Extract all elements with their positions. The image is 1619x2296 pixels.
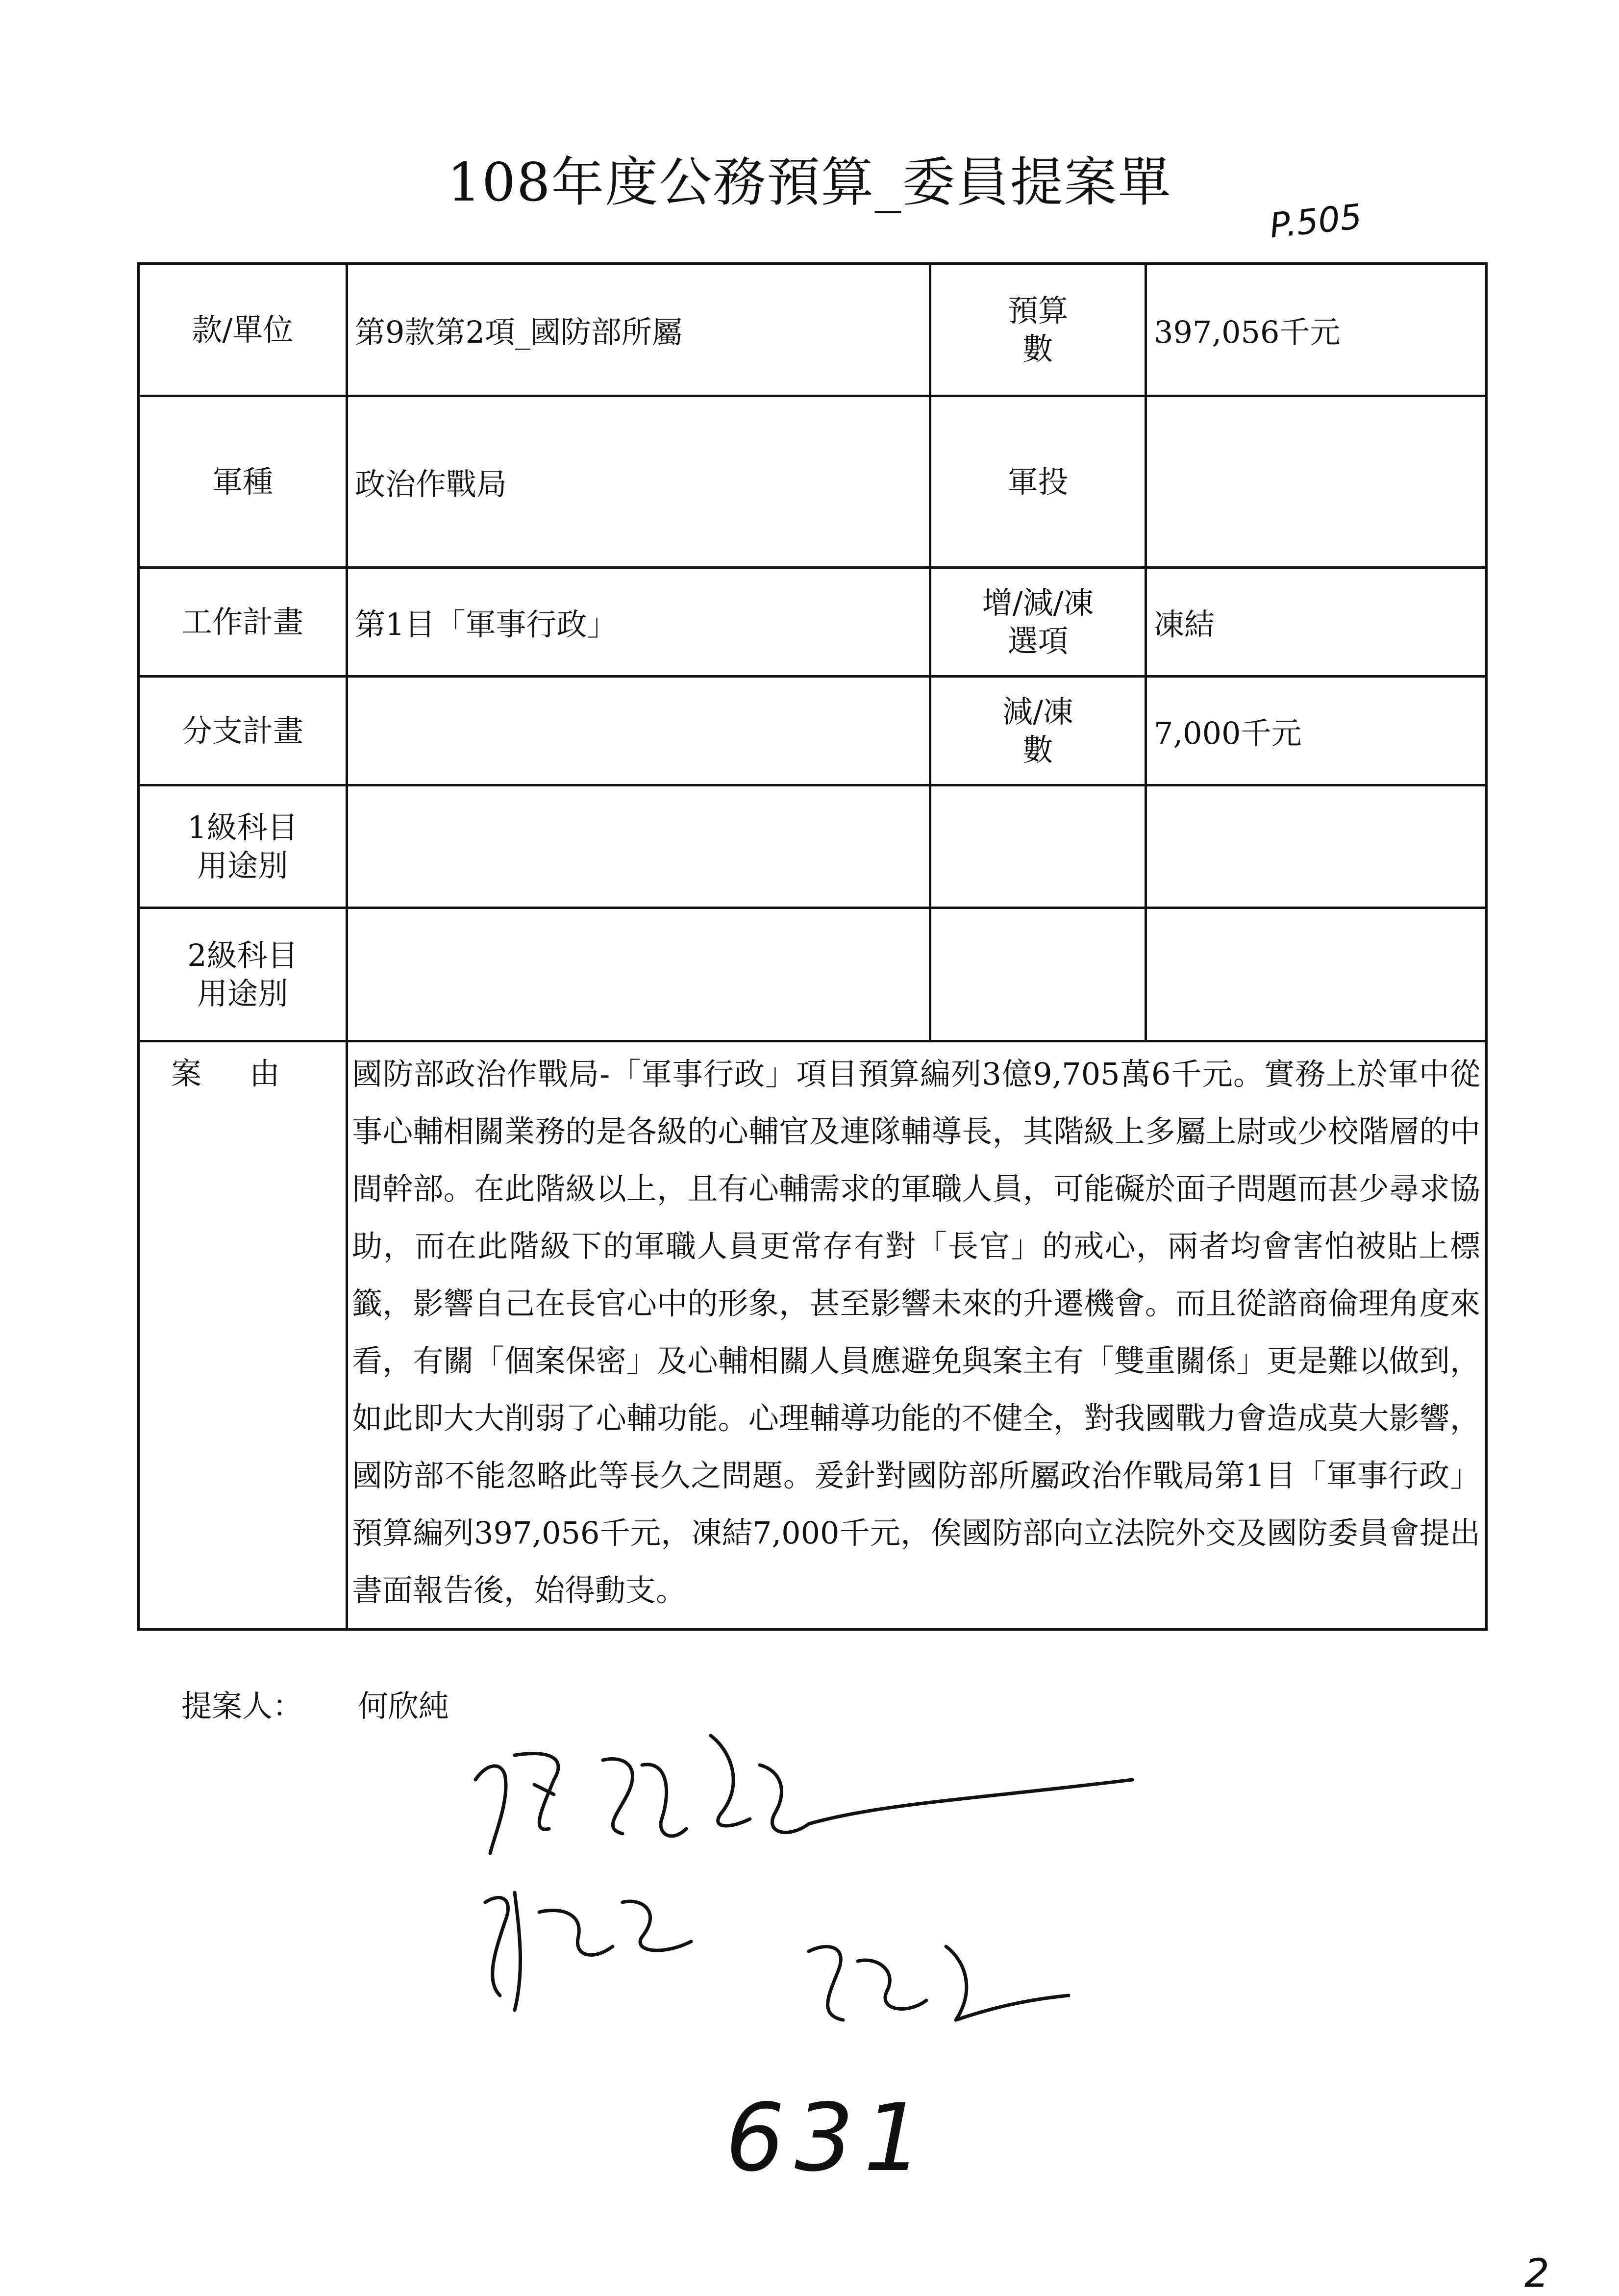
subplan-label: 分支計畫 [139,677,347,785]
amount-value: 7,000千元 [1146,677,1487,785]
unit-label: 款/單位 [139,264,347,396]
page-reference: P.505 [1268,196,1364,246]
reason-label [139,1041,347,1630]
signature-stroke [539,1911,613,1955]
amount-label-line2: 數 [1022,732,1053,768]
signature-stroke [515,1754,558,1830]
option-label [930,568,1146,677]
reason-label-a: 案 [171,1056,202,1091]
row-service [139,396,1487,568]
amount-label [930,677,1146,785]
reason-text: 國防部政治作戰局-「軍事行政」項目預算編列3億9,705萬6千元。實務上於軍中從事心輔相關業務的是各級的心輔官及連隊輔導長，其階級上多屬上尉或少校階層的中間幹部。在此階級以上，且有心輔需求的軍職人員，可能礙於面子問題而甚少尋求協助，而在此階級下的軍職人員更常存有對「長官」的戒心，兩者均會害怕被貼上標籤，影響自己在長官心中的形象，甚至影響未來的升遷機會。而且從諮商倫理角度來看，有關「個案保密」及心輔相關人員應避免與案主有「雙重關係」更是難以做到，如此即大大削弱了心輔功能。心理輔導功能的不健全，對我國戰力會造成莫大影響，國防部不能忽略此等長久之問題。爰針對國防部所屬政治作戰局第1目「軍事行政」預算編列397,056千元，凍結7,000千元，俟國防部向立法院外交及國防委員會提出書面報告後，始得動支。 [347,1041,1487,1630]
military-inv-label: 軍投 [930,396,1146,568]
row-reason [139,1041,1487,1630]
level1-label-line1: 1級科目 [187,809,298,845]
signature-stroke [760,1765,1132,1832]
signature-stroke [642,1765,686,1836]
budget-label-line2: 數 [1022,330,1053,367]
level2-label-line1: 2級科目 [187,937,298,973]
signature-stroke [711,1736,750,1826]
service-label: 軍種 [139,396,347,568]
signature-stroke [475,1766,506,1853]
proposer-label: 提案人： [181,1688,303,1724]
unit-value: 第9款第2項_國防部所屬 [347,264,930,396]
signature-stroke [603,1759,632,1834]
level2-label [139,908,347,1041]
proposer-line [181,1682,449,1725]
signature-stroke [485,1897,508,1995]
page-number: 631 [725,2084,933,2192]
level2-extra-b [1146,908,1487,1041]
proposal-form [137,262,1488,1631]
option-value: 凍結 [1146,568,1487,677]
level1-value [347,785,930,908]
row-level2 [139,908,1487,1041]
signature-stroke [623,1901,691,1950]
level1-label [139,785,347,908]
corner-mark: 2 [1524,2250,1549,2296]
row-unit [139,264,1487,396]
level1-label-line2: 用途別 [197,847,288,883]
signature-stroke [809,1946,843,2020]
option-label-line1: 增/減/凍 [982,585,1094,621]
budget-label [930,264,1146,396]
budget-label-line1: 預算 [1007,293,1069,328]
row-level1 [139,785,1487,908]
document-title: 108年度公務預算_委員提案單 [447,152,1172,213]
option-label-line2: 選項 [1007,623,1069,659]
level1-extra-a [930,785,1146,908]
row-plan [139,568,1487,677]
subplan-value [347,677,930,785]
amount-label-line1: 減/凍 [1002,694,1073,730]
reason-label-b: 由 [249,1056,280,1091]
signature-stroke [858,1960,926,2009]
row-subplan [139,677,1487,785]
budget-value: 397,056千元 [1146,264,1487,396]
military-inv-value [1146,396,1487,568]
signature-stroke [515,1892,521,2010]
service-value: 政治作戰局 [347,396,930,568]
signature-stroke [946,1946,1069,2020]
proposer-name: 何欣純 [358,1688,449,1724]
level2-label-line2: 用途別 [197,975,288,1011]
level1-extra-b [1146,785,1487,908]
plan-value: 第1目「軍事行政」 [347,568,930,677]
plan-label: 工作計畫 [139,568,347,677]
level2-extra-a [930,908,1146,1041]
level2-value [347,908,930,1041]
handwritten-signatures [456,1706,1142,2049]
